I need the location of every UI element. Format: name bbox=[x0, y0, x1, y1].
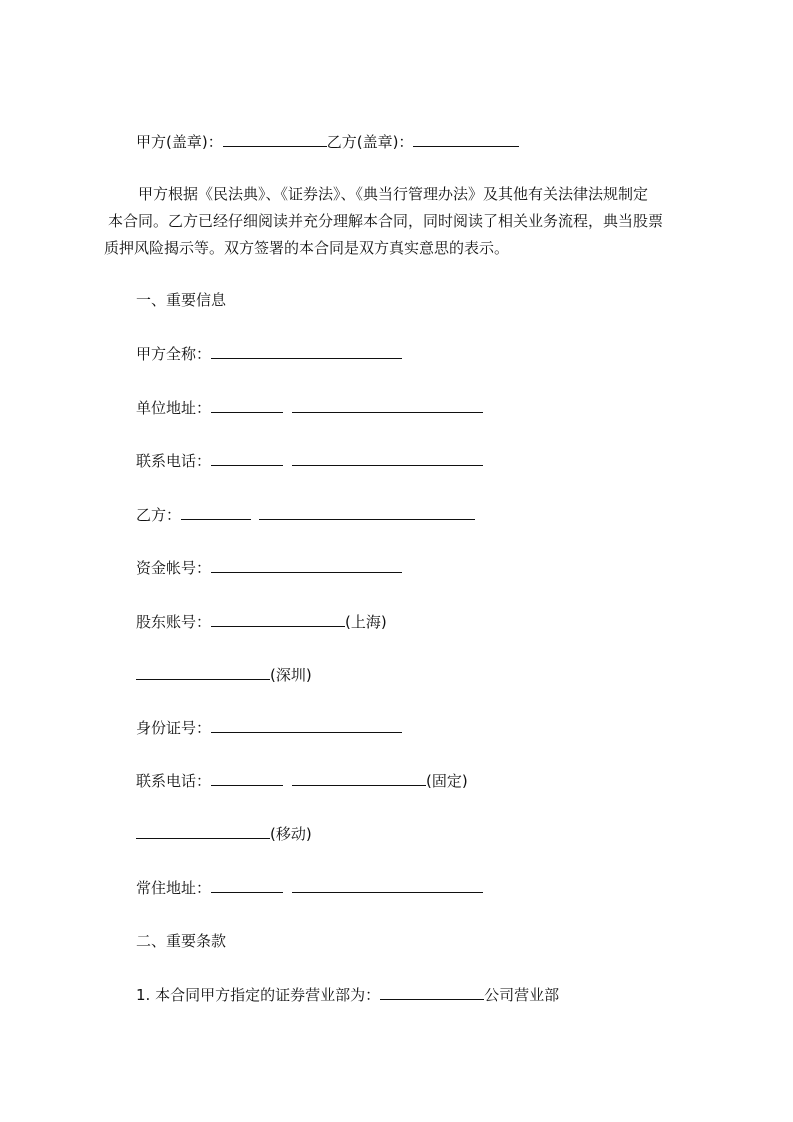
fund-account-field[interactable] bbox=[211, 558, 402, 573]
party-b-seal-label: 乙方(盖章)： bbox=[326, 133, 414, 151]
address-field-2[interactable] bbox=[292, 398, 483, 413]
intro-line-3: 质押风险揭示等。双方签署的本合同是双方真实意思的表示。 bbox=[104, 239, 510, 257]
phone-row bbox=[136, 451, 483, 471]
residence-label: 常住地址： bbox=[136, 879, 212, 897]
clause-1-suffix: 公司营业部 bbox=[484, 986, 560, 1004]
fixed-phone-field[interactable] bbox=[292, 771, 426, 786]
shanghai-label: (上海) bbox=[345, 613, 387, 631]
contact-phone-row bbox=[136, 771, 468, 791]
shanghai-account-field[interactable] bbox=[211, 612, 345, 627]
fund-account-label: 资金帐号： bbox=[136, 559, 212, 577]
intro-line-1: 甲方根据《民法典》、《证券法》、《典当行管理办法》及其他有关法律法规制定 bbox=[138, 185, 649, 203]
shenzhen-account-field[interactable] bbox=[136, 665, 270, 680]
party-b-seal-blank[interactable] bbox=[413, 132, 519, 147]
address-label: 单位地址： bbox=[136, 399, 212, 417]
contact-phone-field-1[interactable] bbox=[211, 771, 283, 786]
fixed-label: (固定) bbox=[426, 772, 468, 790]
party-b-field-2[interactable] bbox=[259, 505, 475, 520]
clause-1-row bbox=[136, 985, 559, 1005]
party-b-field-1[interactable] bbox=[181, 505, 251, 520]
contact-phone-label: 联系电话： bbox=[136, 772, 212, 790]
stock-account-row bbox=[136, 612, 387, 632]
phone-field-2[interactable] bbox=[292, 451, 483, 466]
mobile-row bbox=[136, 824, 312, 844]
shenzhen-row bbox=[136, 665, 312, 685]
address-row bbox=[136, 398, 483, 418]
securities-branch-field[interactable] bbox=[380, 985, 484, 1000]
mobile-label: (移动) bbox=[270, 825, 312, 843]
residence-field-2[interactable] bbox=[292, 878, 483, 893]
party-b-label: 乙方： bbox=[136, 506, 182, 524]
fund-account-row bbox=[136, 558, 402, 578]
id-number-row bbox=[136, 718, 402, 738]
phone-label: 联系电话： bbox=[136, 452, 212, 470]
section-1-heading: 一、重要信息 bbox=[136, 291, 227, 309]
party-a-name-row bbox=[136, 344, 402, 364]
section-2-heading: 二、重要条款 bbox=[136, 932, 227, 950]
clause-1-prefix: 1. 本合同甲方指定的证券营业部为： bbox=[136, 986, 381, 1004]
residence-field-1[interactable] bbox=[211, 878, 283, 893]
id-number-field[interactable] bbox=[211, 718, 402, 733]
shenzhen-label: (深圳) bbox=[270, 666, 312, 684]
id-number-label: 身份证号： bbox=[136, 719, 212, 737]
party-a-seal-label: 甲方(盖章)： bbox=[136, 133, 223, 151]
signature-line bbox=[136, 132, 519, 152]
intro-line-2: 本合同。乙方已经仔细阅读并充分理解本合同，同时阅读了相关业务流程，典当股票 bbox=[108, 212, 664, 230]
mobile-phone-field[interactable] bbox=[136, 824, 270, 839]
residence-row bbox=[136, 878, 483, 898]
address-field-1[interactable] bbox=[211, 398, 283, 413]
party-b-row bbox=[136, 505, 475, 525]
stock-account-label: 股东账号： bbox=[136, 613, 212, 631]
party-a-seal-blank[interactable] bbox=[223, 132, 327, 147]
phone-field-1[interactable] bbox=[211, 451, 283, 466]
party-a-name-field[interactable] bbox=[211, 344, 402, 359]
intro-paragraph bbox=[104, 181, 704, 262]
party-a-name-label: 甲方全称： bbox=[136, 345, 212, 363]
